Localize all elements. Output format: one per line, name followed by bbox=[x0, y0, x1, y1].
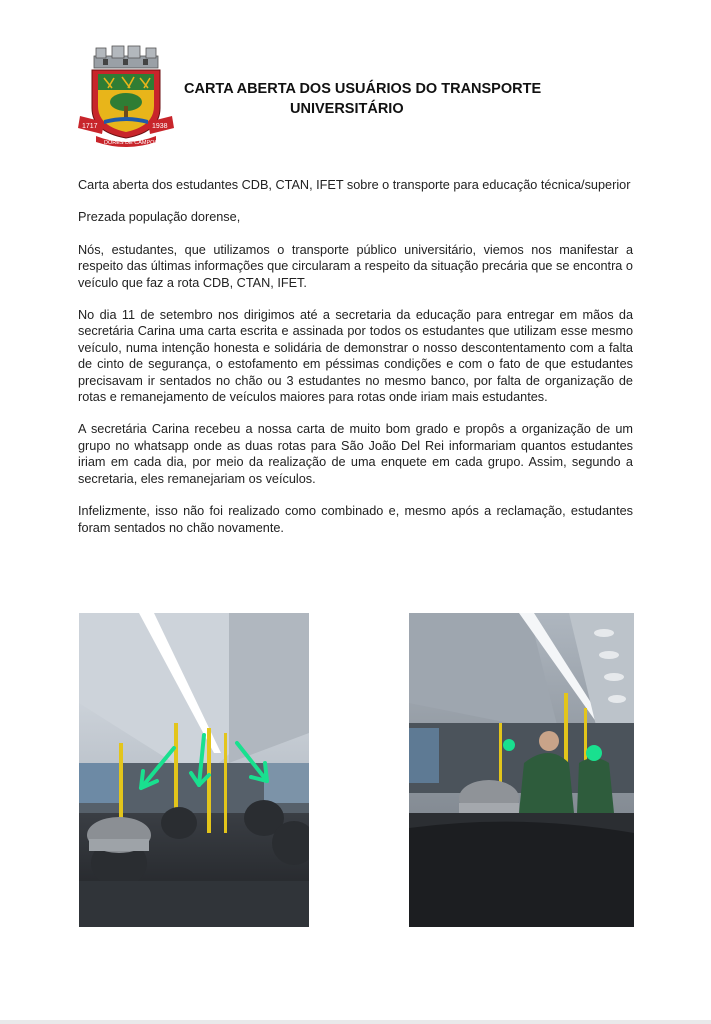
letter-subject: Carta aberta dos estudantes CDB, CTAN, IFET sobre o transporte para educação técnica/superior bbox=[78, 178, 631, 192]
crest-motto: DORES DE CAMPOS bbox=[104, 140, 159, 146]
crest-year-left: 1717 bbox=[82, 123, 98, 130]
page-title bbox=[180, 79, 600, 119]
letter-salutation: Prezada população dorense, bbox=[78, 210, 241, 225]
crest-year-right: 1938 bbox=[152, 123, 168, 130]
bus-interior-photo-left bbox=[79, 613, 309, 927]
letter-paragraph: Infelizmente, isso não foi realizado como combinado e, mesmo após a reclamação, estudantes foram sentados no chão novamente. bbox=[78, 504, 633, 535]
letter-body bbox=[78, 177, 633, 552]
bus-interior-photo-right bbox=[409, 613, 634, 927]
page-bottom-edge bbox=[0, 1020, 711, 1024]
title-line-2: UNIVERSITÁRIO bbox=[290, 101, 404, 117]
title-line-1: CARTA ABERTA DOS USUÁRIOS DO TRANSPORTE bbox=[184, 81, 542, 97]
municipal-coat-of-arms-icon bbox=[78, 44, 174, 148]
letter-paragraph: No dia 11 de setembro nos dirigimos até a secretaria da educação para entregar em mãos da secretária Carina uma carta escrita e assinada por todos os estudantes que utilizam esse mesmo veículo, numa intenção honesta e solidária de demonstrar o nosso descontentamento com a falta de cinto de segurança, o estofamento em péssimas condições e com o fato de que estudantes precisavam ir sentados no chão ou 3 estudantes no mesmo banco, por falta de organização de rotas e remanejamento de veículos maiores para rotas onde iriam mais estudantes. bbox=[78, 308, 633, 405]
letter-paragraph: Nós, estudantes, que utilizamos o transporte público universitário, viemos nos manifestar a respeito das últimas informações que circularam a respeito da situação precária que se encontra o veículo que faz a rota CDB, CTAN, IFET. bbox=[78, 242, 633, 290]
letter-paragraph: A secretária Carina recebeu a nossa carta de muito bom grado e propôs a organização de um grupo no whatsapp onde as duas rotas para São João Del Rei informariam quantos estudantes iriam em cada dia, por meio da realização de uma enquete em cada grupo. Assim, segundo a secretaria, eles remanejariam os veículos. bbox=[78, 422, 633, 486]
